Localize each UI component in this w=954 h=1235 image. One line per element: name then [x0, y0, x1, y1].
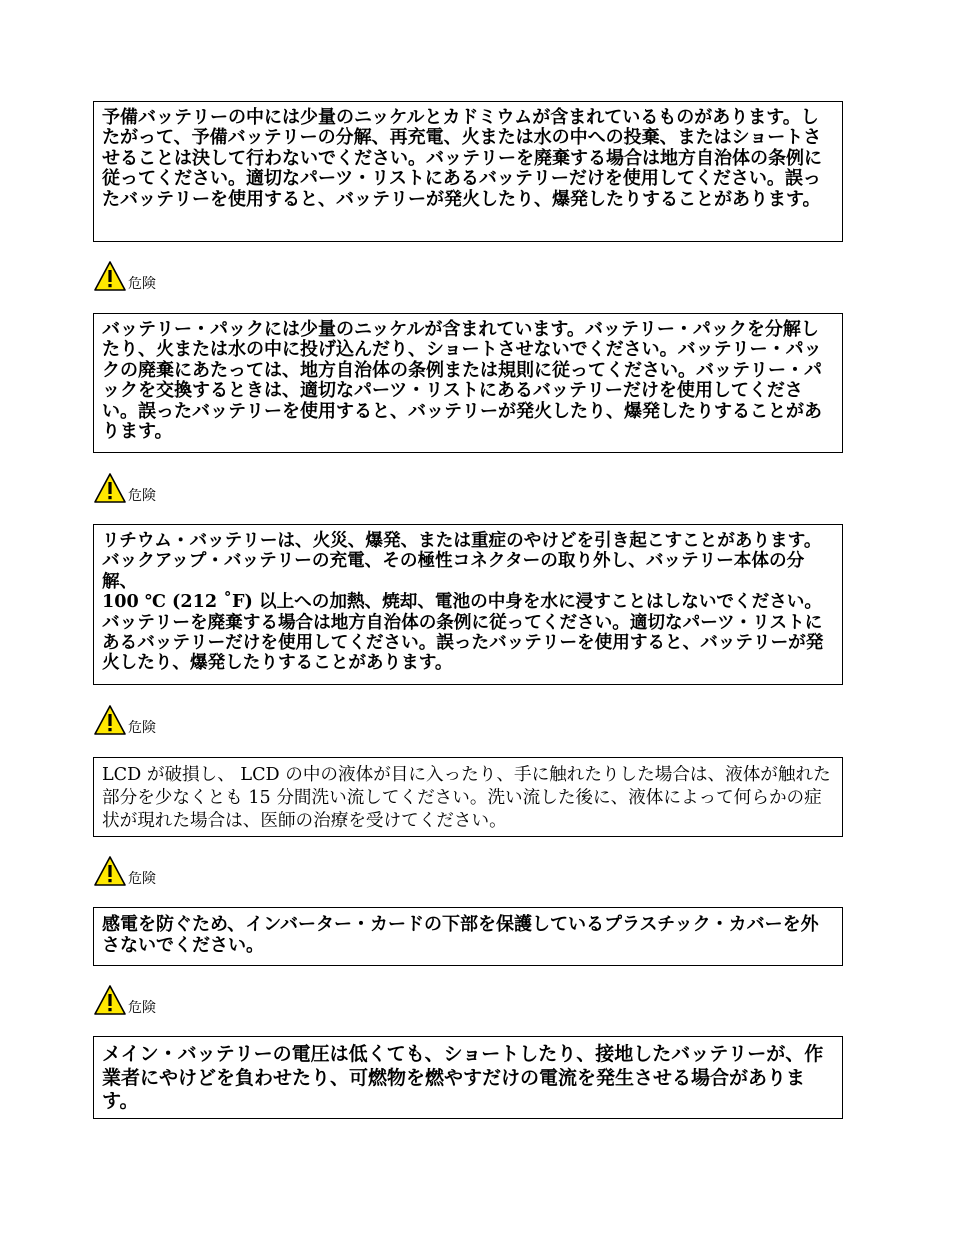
danger-heading: [93, 258, 156, 292]
danger-label: 危険: [128, 871, 156, 887]
notice-box-battery-pack: [93, 313, 843, 453]
danger-heading: [93, 702, 156, 736]
danger-heading: [93, 470, 156, 504]
notice-text: バッテリー・パックには少量のニッケルが含まれています。バッテリー・パックを分解したり、火または水の中に投げ込んだり、ショートさせないでください。バッテリー・パックの廃棄にあたっては、地方自治体の条例または規則に従ってください。バッテリー・パックを交換するときは、適切なパーツ・リストにあるバッテリーだけを使用してください。誤ったバッテリーを使用すると、バッテリーが発火したり、爆発したりすることがあります。: [102, 319, 822, 443]
danger-label: 危険: [128, 720, 156, 736]
notice-text: メイン・バッテリーの電圧は低くても、ショートしたり、接地したバッテリーが、作業者にやけどを負わせたり、可燃物を燃やすだけの電流を発生させる場合があります。: [102, 1043, 824, 1112]
notice-box-inverter-cover: [93, 907, 843, 966]
danger-label: 危険: [128, 1000, 156, 1016]
notice-box-nicad-battery: [93, 101, 843, 242]
notice-box-main-battery: [93, 1036, 843, 1119]
notice-box-lcd: [93, 757, 843, 837]
notice-text: LCD が破損し、 LCD の中の液体が目に入ったり、手に触れたりした場合は、液体が触れた部分を少なくとも 15 分間洗い流してください。洗い流した後に、液体によって何らかの症状が現れた場合は、医師の治療を受けてください。: [102, 765, 831, 831]
warning-triangle-icon: [93, 472, 127, 504]
warning-triangle-icon: [93, 704, 127, 736]
warning-triangle-icon: [93, 260, 127, 292]
danger-heading: [93, 982, 156, 1016]
notice-text: 100 ℃ (212 ˚F) 以上への加熱、焼却、電池の中身を水に浸すことはしないでください。バッテリーを廃棄する場合は地方自治体の条例に従ってください。適切なパーツ・リストにあるバッテリーだけを使用してください。誤ったバッテリーを使用すると、バッテリーが発火したり、爆発したりすることがあります。: [102, 591, 824, 674]
notice-text: リチウム・バッテリーは、火災、爆発、または重症のやけどを引き起こすことがあります。バックアップ・バッテリーの充電、その極性コネクターの取り外し、バッテリー本体の分解、: [102, 530, 822, 592]
notice-text: 感電を防ぐため、インバーター・カードの下部を保護しているプラスチック・カバーを外さないでください。: [102, 914, 819, 956]
warning-triangle-icon: [93, 855, 127, 887]
danger-label: 危険: [128, 488, 156, 504]
notice-box-lithium-battery: [93, 524, 843, 685]
warning-triangle-icon: [93, 984, 127, 1016]
danger-label: 危険: [128, 276, 156, 292]
danger-heading: [93, 853, 156, 887]
notice-text: 予備バッテリーの中には少量のニッケルとカドミウムが含まれているものがあります。したがって、予備バッテリーの分解、再充電、火または水の中への投棄、またはショートさせることは決して行わないでください。バッテリーを廃棄する場合は地方自治体の条例に従ってください。適切なパーツ・リストにあるバッテリーだけを使用してください。誤ったバッテリーを使用すると、バッテリーが発火したり、爆発したりすることがあります。: [102, 107, 822, 210]
